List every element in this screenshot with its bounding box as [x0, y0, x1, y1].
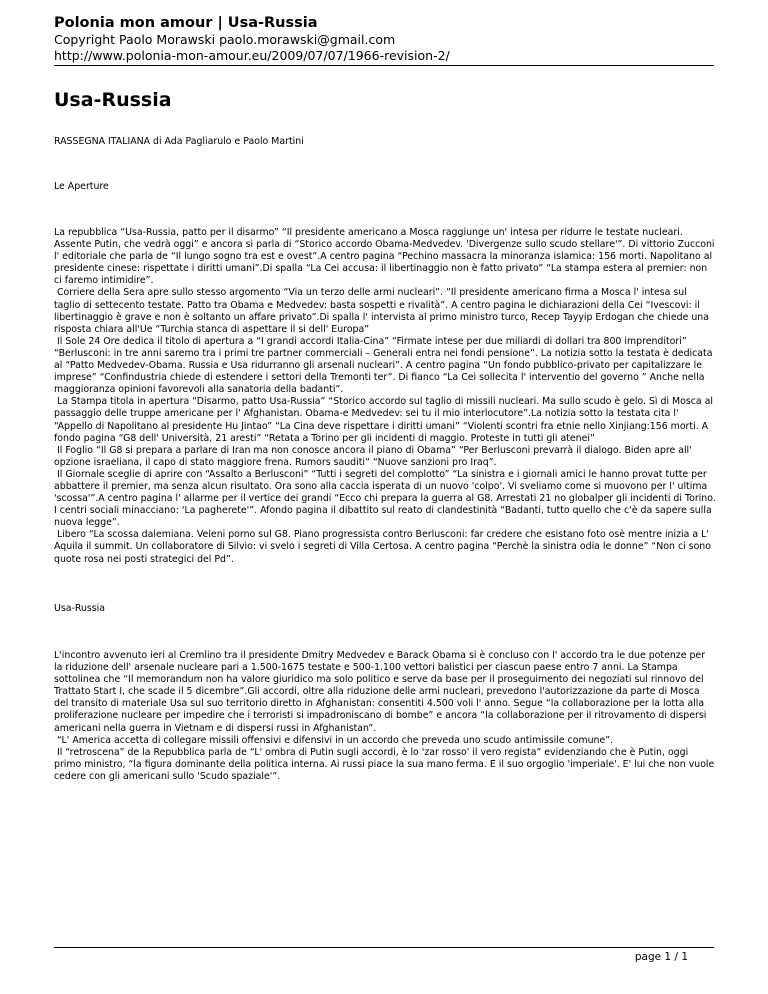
paragraph: La repubblica “Usa-Russia, patto per il disarmo” “Il presidente americano a Mosca raggiunge un' intesa per ridurre le testate nucleari. Assente Putin, che vedrà oggi” e ancora si parla di “Storico accordo Obama-Medvedev. 'Divergenze sullo scudo stellare'”. Di vittorio Zucconi l' editoriale che parla de “Il lungo sogno tra est e ovest”.A centro pagina “Pechino massacra la minoranza islamica: 156 morti. Napolitano al presidente cinese: rispettate i diritti umani”.Di spalla “La Cei accusa: il libertinaggio non è fatto privato” “La stampa estera al premier: non ci faremo intimidire”.	[54, 227, 718, 287]
section-heading: Usa-Russia	[54, 603, 106, 614]
byline-text: RASSEGNA ITALIANA di Ada Pagliarulo e Paolo Martini	[54, 136, 304, 147]
paragraph: Il Giornale sceglie di aprire con “Assalto a Berlusconi” “Tutti i segreti del complotto” “La sinistra e i giornali amici le hanno provat tutte per abbattere il premier, ma senza alcun risultato. Ora sono alla caccia isperata di un nuovo 'colpo'. Vi sveliamo come si muovono per l' ultima 'scossa'”.A centro pagina l' allarme per il vertice dei grandi “Ecco chi prepara la guerra al G8. Arrestati 21 no globalper gli incidenti di Torino. I centri sociali minacciano: 'La pagherete'”. Afondo pagina il dibattito sul reato di clandestinità “Badanti, tutto quello che c'è da sapere sulla nuova legge”.	[54, 468, 719, 529]
section-heading-aperture	[54, 181, 716, 193]
source-url: http://www.polonia-mon-amour.eu/2009/07/07/1966-revision-2/	[54, 48, 450, 63]
paragraph: L'incontro avvenuto ieri al Cremlino tra il presidente Dmitry Medvedev e Barack Obama si è concluso con l' accordo tra le due potenze per la riduzione dell' arsenale nucleare pari a 1.500-1675 testate e 500-1.100 vettori balistici per ciascun paese entro 7 anni. La Stampa sottolinea che “Il memorandum non ha valore giuridico ma solo politico e serve da base per il proseguimento dei negoziati sul rinnovo del Trattato Start I, che scade il 5 dicembre”.Gli accordi, oltre alla riduzione delle armi nucleari, prevedono l'autorizzazione da parte di Mosca del transito di materiale Usa sul suo territorio diretto in Afghanistan: consentiti 4.500 voli l' anno. Segue “la collaborazione per la lotta alla proliferazione nucleare per impedire che i terroristi si impadroniscano di bombe” e ancora “la collaborazione per il ritrovamento di dispersi americani nella guerra in Vietnam e di dispersi russi in Afghanistan”.	[54, 650, 710, 734]
paragraph: Il Foglio “Il G8 si prepara a parlare di Iran ma non conosce ancora il piano di Obama” “Per Berlusconi prevarrà il dialogo. Biden apre all' opzione israeliana, il capo di stato maggiore frena. Rumors sauditi” “Nuove sanzioni pro Iraq”.	[54, 444, 695, 468]
document-header	[54, 14, 714, 64]
section-body-aperture	[54, 227, 719, 566]
paragraph: La Stampa titola in apertura “Disarmo, patto Usa-Russia” “Storico accordo sul taglio di missili nucleari. Ma sullo scudo è gelo. Sì di Mosca al passaggio delle truppe americane per l' Afghanistan. Obama-e Medvedev: sei tu il mio interlocutore”.La notizia sotto la testata cita l' “Appello di Napolitano al presidente Hu Jintao” “La Cina deve rispettare i diritti umani” “Violenti scontri fra etnie nello Xinjiang:156 morti. A fondo pagina “G8 dell' Università, 21 aresti” “Retata a Torino per gli incidenti di maggio. Proteste in tutti gli atenei”	[54, 396, 716, 444]
paragraph: Il “retroscena” de la Repubblica parla de “L' ombra di Putin sugli accordi, è lo 'zar rosso' il vero regista” evidenziando che è Putin, oggi primo ministro, “la figura dominante della politica interna. Ai russi piace la sua mano ferma. E il suo orgoglio 'imperiale'. E' lui che non vuole cedere con gli americani sullo 'Scudo spaziale'”.	[54, 746, 718, 782]
section-heading: Le Aperture	[54, 181, 109, 192]
site-title: Polonia mon amour | Usa-Russia	[54, 15, 318, 31]
paragraph: Corriere della Sera apre sullo stesso argomento “Via un terzo delle armi nucleari”. “Il presidente americano firma a Mosca l' intesa sul taglio di settecento testate. Patto tra Obama e Medvedev: basta sospetti e rivalità”. A centro pagina le dichiarazioni della Cei “Ivescovi: il libertinaggio è grave e non è soltanto un affare privato”.Di spalla l' intervista al primo ministro turco, Recep Tayyip Erdogan che chiede una risposta chiara all'Ue “Turchia stanca di aspettare il si dell' Europa”	[54, 287, 712, 335]
article-title: Usa-Russia	[54, 89, 172, 111]
copyright-line: Copyright Paolo Morawski paolo.morawski@gmail.com	[54, 32, 396, 47]
section-body-usa-russia	[54, 650, 716, 783]
page-number: page 1 / 1	[634, 951, 688, 963]
paragraph: “L' America accetta di collegare missili offensivi e difensivi in un accordo che preveda uno scudo antimissile comune”.	[54, 734, 614, 746]
paragraph: Libero “La scossa dalemiana. Veleni porno sul G8. Piano progressista contro Berlusconi: far credere che esistano foto osè mentre inizia a L' Aquila il summit. Un collaboratore di Silvio: vi svelo i segreti di Villa Certosa. A centro pagina “Perchè la sinistra odia le donne” “Non ci sono quote rosa nei posti strategici del Pd”.	[54, 529, 714, 565]
footer-divider	[54, 947, 714, 948]
byline	[54, 136, 716, 148]
paragraph: Il Sole 24 Ore dedica il titolo di apertura a “I grandi accordi Italia-Cina” “Firmate intese per due miliardi di dollari tra 800 imprenditori” “Berlusconi: in tre anni saremo tra i primi tre partner commerciali – Generali entra nei fondi pensione”. La notizia sotto la testata è dedicata al “Patto Medvedev-Obama. Russia e Usa ridurranno gli arsenali nucleari”. A centro pagina “Un fondo pubblico-privato per capitalizzare le imprese” “Confindustria chiede di estendere i settori della Tremonti ter”. Di fianco “La Cei sollecita l' interventio del governo ” Anche nella maggioranza opinioni favorevoli alla sanatoria della badanti”.	[54, 335, 716, 396]
header-divider	[54, 65, 714, 66]
section-heading-usa-russia	[54, 603, 716, 615]
